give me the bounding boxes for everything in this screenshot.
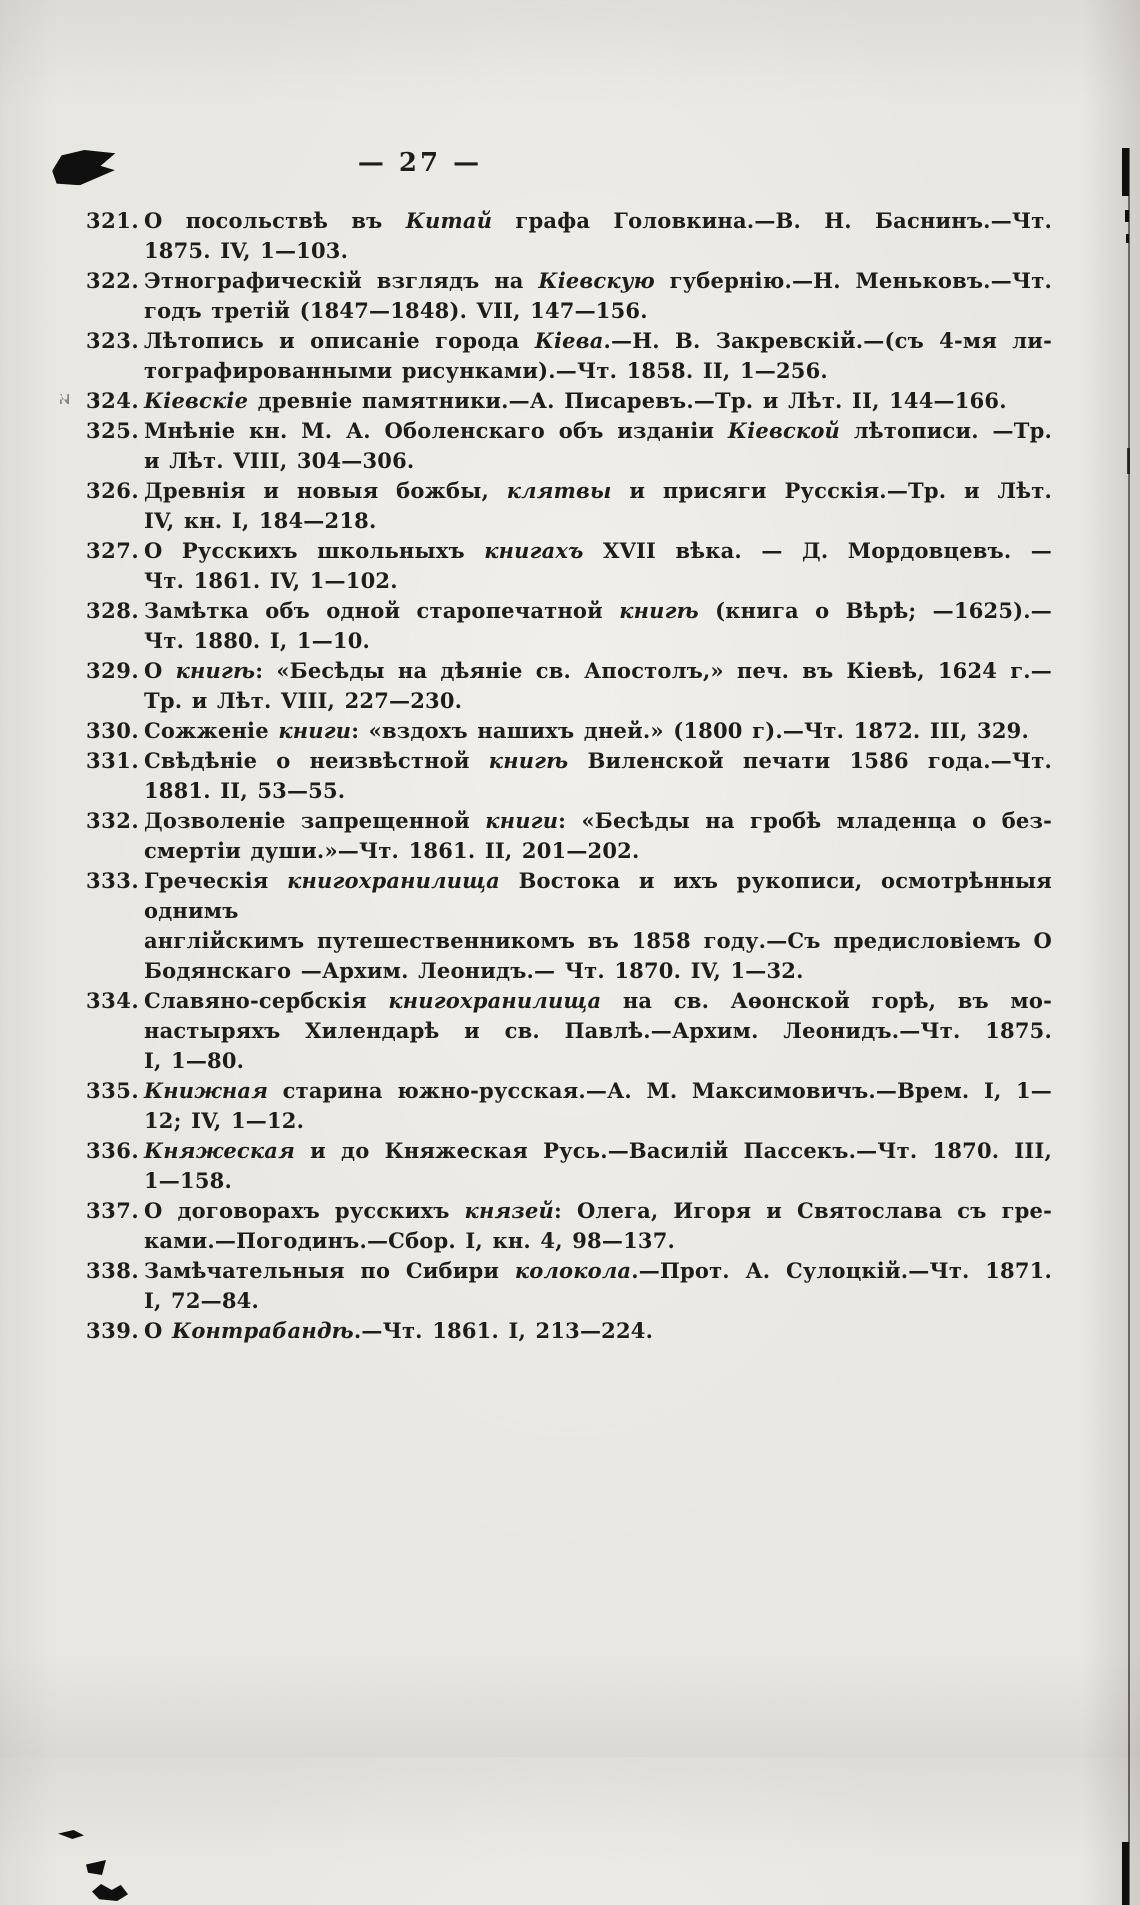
entry-text-segment: и до Княжеская Русь.—Василій Пассекъ.—Чт. 1870. III, (295, 1138, 1052, 1163)
entry-text-segment: Замѣчательныя по Сибири (144, 1258, 515, 1283)
entry-number: 324. (86, 388, 140, 413)
entry-line (144, 1286, 1052, 1316)
entry-text-segment: I, 1—80. (144, 1048, 245, 1073)
entry-line (144, 296, 1052, 326)
entry-text-segment: ками.—Погодинъ.—Сбор. I, кн. 4, 98—137. (144, 1228, 676, 1253)
entry-line (144, 626, 1052, 656)
entry-text-segment: : «Бесѣды на дѣяніе св. Апостолъ,» печ. въ Кіевѣ, 1624 г.— (255, 658, 1052, 683)
keyword-italic: книгохранилища (287, 868, 500, 893)
entry-line (144, 1076, 1052, 1106)
entry-text-segment: 1—158. (144, 1168, 232, 1193)
bibliography-entry (86, 1256, 1052, 1316)
entry-text-segment: Греческія (144, 868, 288, 893)
entry-line (144, 356, 1052, 386)
keyword-italic: Кіевскіе (144, 388, 249, 413)
keyword-italic: колокола (514, 1258, 632, 1283)
entry-text-segment: : «Бесѣды на гробѣ младенца о без- (558, 808, 1052, 833)
bibliography-entry (86, 416, 1052, 476)
keyword-italic: книги (485, 808, 559, 833)
entry-text (144, 476, 1052, 536)
entry-text-segment: Лѣтопись и описаніе города (144, 328, 535, 353)
scan-artifact-bottom-left-mark (58, 1830, 84, 1839)
bibliography-entry (86, 206, 1052, 266)
entry-text-segment: IV, кн. I, 184—218. (144, 508, 377, 533)
entry-text-segment: тографированными рисунками).—Чт. 1858. II, 1—256. (144, 358, 828, 383)
entry-text-segment: 12; IV, 1—12. (144, 1108, 305, 1133)
entry-text-segment: .—Н. В. Закревскій.—(съ 4-мя ли- (603, 328, 1052, 353)
entry-text-segment: старина южно-русская.—А. М. Максимовичъ.—Врем. I, 1— (268, 1078, 1052, 1103)
page-number: — 27 — (357, 148, 483, 178)
entry-line (144, 416, 1052, 446)
entry-text (144, 1076, 1052, 1136)
scanned-page (0, 148, 1140, 1905)
entry-text-segment: Виленской печати 1586 года.—Чт. (568, 748, 1053, 773)
entry-text-segment: Древнія и новыя божбы, (144, 478, 507, 503)
entry-text (144, 266, 1052, 326)
entry-line (144, 926, 1052, 956)
bibliography-entry (86, 716, 1052, 746)
entry-line (144, 986, 1052, 1016)
entry-text-segment: Чт. 1880. I, 1—10. (144, 628, 371, 653)
entry-text-segment: Чт. 1861. IV, 1—102. (144, 568, 398, 593)
entry-text-segment: Мнѣніе кн. М. А. Оболенскаго объ изданіи (144, 418, 728, 443)
entry-line (144, 1046, 1052, 1076)
bibliography-entry (86, 386, 1052, 416)
entry-line (144, 1016, 1052, 1046)
scan-noise-left-margin (96, 394, 99, 405)
entry-text-segment: О договорахъ русскихъ (144, 1198, 465, 1223)
entry-number: 338. (86, 1258, 140, 1283)
entry-text-segment: Востока и ихъ рукописи, осмотрѣнныя однимъ (144, 868, 1053, 923)
entry-text (144, 986, 1052, 1076)
entry-text (144, 806, 1052, 866)
keyword-italic: князей (464, 1198, 554, 1223)
entry-line (144, 1196, 1052, 1226)
entry-text (144, 416, 1052, 476)
entry-line (144, 716, 1052, 746)
entry-text-segment: на св. Аѳонской горѣ, въ мо- (601, 988, 1052, 1013)
bibliography-entry (86, 866, 1052, 986)
entry-text-segment: О (144, 1318, 173, 1343)
entry-text (144, 1196, 1052, 1256)
keyword-italic: книги (278, 718, 352, 743)
scan-artifact-right-edge-line (1128, 148, 1130, 1905)
bibliography-entry (86, 1196, 1052, 1256)
entry-number: 325. (86, 418, 140, 443)
bibliography-entry (86, 1076, 1052, 1136)
entry-line (144, 596, 1052, 626)
entry-text (144, 326, 1052, 386)
keyword-italic: Контрабандѣ (172, 1318, 354, 1343)
entry-number: 334. (86, 988, 140, 1013)
entry-line (144, 446, 1052, 476)
entry-number: 322. (86, 268, 140, 293)
entry-text-segment: О Русскихъ школьныхъ (144, 538, 485, 563)
entry-number: 326. (86, 478, 140, 503)
entry-text-segment: : «вздохъ нашихъ дней.» (1800 г).—Чт. 1872. III, 329. (351, 718, 1029, 743)
keyword-italic: Кіевской (727, 418, 841, 443)
bibliography-entry (86, 1136, 1052, 1196)
entry-line (144, 326, 1052, 356)
entry-line (144, 266, 1052, 296)
entry-text-segment: губернію.—Н. Меньковъ.—Чт. (654, 268, 1052, 293)
entry-text (144, 536, 1052, 596)
entry-text (144, 656, 1052, 716)
entry-number: 336. (86, 1138, 140, 1163)
entry-line (144, 506, 1052, 536)
scan-noise-left-margin (60, 394, 69, 404)
entry-text-segment: Славяно-сербскія (144, 988, 389, 1013)
entry-line (144, 746, 1052, 776)
entry-text-segment: .—Чт. 1861. I, 213—224. (353, 1318, 654, 1343)
entry-line (144, 1256, 1052, 1286)
entry-line (144, 1166, 1052, 1196)
entry-text-segment: графа Головкина.—В. Н. Баснинъ.—Чт. (492, 208, 1052, 233)
entry-text-segment: смертіи души.»—Чт. 1861. II, 201—202. (144, 838, 640, 863)
keyword-italic: Китай (405, 208, 493, 233)
keyword-italic: книгохранилища (388, 988, 602, 1013)
entry-line (144, 536, 1052, 566)
entry-text-segment: : Олега, Игоря и Святослава съ гре- (554, 1198, 1052, 1223)
entry-text-segment: I, 72—84. (144, 1288, 260, 1313)
entry-number: 321. (86, 208, 140, 233)
entry-number: 330. (86, 718, 140, 743)
entry-text (144, 866, 1052, 986)
entry-text-segment: Дозволеніе запрещенной (144, 808, 486, 833)
entry-line (144, 956, 1052, 986)
entry-line (144, 686, 1052, 716)
entry-text-segment: лѣтописи. —Тр. (840, 418, 1052, 443)
entry-number: 323. (86, 328, 140, 353)
entry-text-segment: Сожженіе (144, 718, 279, 743)
keyword-italic: Княжеская (144, 1138, 296, 1163)
entry-text-segment: О (144, 658, 176, 683)
entry-number: 327. (86, 538, 140, 563)
entry-text-segment: 1875. IV, 1—103. (144, 238, 349, 263)
entry-line (144, 776, 1052, 806)
bibliography-entry (86, 746, 1052, 806)
entry-number: 328. (86, 598, 140, 623)
entry-text-segment: годъ третій (1847—1848). VII, 147—156. (144, 298, 648, 323)
entry-line (144, 566, 1052, 596)
entry-text-segment: и Лѣт. VIII, 304—306. (144, 448, 415, 473)
entry-text (144, 386, 1052, 416)
entry-number: 337. (86, 1198, 140, 1223)
entry-text-segment: Замѣтка объ одной старопечатной (144, 598, 620, 623)
entry-number: 333. (86, 868, 140, 893)
keyword-italic: Кіевскую (538, 268, 655, 293)
entry-line (144, 206, 1052, 236)
keyword-italic: Кіева (534, 328, 604, 353)
keyword-italic: книгѣ (175, 658, 256, 683)
entry-text-segment: и присяги Русскія.—Тр. и Лѣт. (611, 478, 1052, 503)
entry-text-segment: О посольствѣ въ (144, 208, 406, 233)
bibliography-entry (86, 266, 1052, 326)
scan-artifact-bottom-left-mark (86, 1860, 106, 1875)
bibliography-list (86, 206, 1052, 1346)
entry-line (144, 476, 1052, 506)
entry-text (144, 1316, 1052, 1346)
entry-text-segment: (книга о Вѣрѣ; —1625).— (698, 598, 1052, 623)
entry-number: 331. (86, 748, 140, 773)
entry-line (144, 236, 1052, 266)
entry-text (144, 1136, 1052, 1196)
entry-text-segment: Свѣдѣніе о неизвѣстной (144, 748, 489, 773)
entry-text (144, 596, 1052, 656)
entry-text-segment: 1881. II, 53—55. (144, 778, 346, 803)
keyword-italic: клятвы (506, 478, 612, 503)
entry-text-segment: .—Прот. А. Сулоцкій.—Чт. 1871. (631, 1258, 1052, 1283)
entry-text-segment: Этнографическій взглядъ на (144, 268, 539, 293)
scan-artifact-bottom-left-mark (92, 1884, 128, 1901)
entry-text-segment: XVII вѣка. — Д. Мордовцевъ. — (583, 538, 1052, 563)
entry-text (144, 206, 1052, 266)
entry-text-segment: англійскимъ путешественникомъ въ 1858 году.—Съ предисловіемъ О (144, 928, 1052, 953)
bibliography-entry (86, 476, 1052, 536)
entry-text (144, 746, 1052, 806)
bibliography-entry (86, 986, 1052, 1076)
entry-line (144, 656, 1052, 686)
bibliography-entry (86, 806, 1052, 866)
entry-line (144, 1226, 1052, 1256)
entry-text-segment: древніе памятники.—А. Писаревъ.—Тр. и Лѣт. II, 144—166. (248, 388, 1007, 413)
entry-text-segment: Бодянскаго —Архим. Леонидъ.— Чт. 1870. IV, 1—32. (144, 958, 804, 983)
bibliography-entry (86, 596, 1052, 656)
bibliography-entry (86, 1316, 1052, 1346)
entry-text (144, 716, 1052, 746)
entry-number: 329. (86, 658, 140, 683)
entry-line (144, 1106, 1052, 1136)
entry-text (144, 1256, 1052, 1316)
keyword-italic: книгѣ (619, 598, 699, 623)
keyword-italic: Книжная (144, 1078, 269, 1103)
entry-text-segment: настыряхъ Хилендарѣ и св. Павлѣ.—Архим. Леонидъ.—Чт. 1875. (144, 1018, 1052, 1043)
entry-line (144, 836, 1052, 866)
entry-line (144, 1136, 1052, 1166)
entry-number: 339. (86, 1318, 140, 1343)
entry-line (144, 866, 1052, 926)
entry-number: 335. (86, 1078, 140, 1103)
bibliography-entry (86, 536, 1052, 596)
bibliography-entry (86, 656, 1052, 716)
entry-number: 332. (86, 808, 140, 833)
entry-line (144, 1316, 1052, 1346)
entry-text-segment: Тр. и Лѣт. VIII, 227—230. (144, 688, 463, 713)
entry-line (144, 806, 1052, 836)
bibliography-entry (86, 326, 1052, 386)
keyword-italic: книгѣ (488, 748, 569, 773)
scan-artifact-right-edge-mark (1127, 448, 1130, 474)
entry-line (144, 386, 1052, 416)
scan-artifact-right-edge-bottom (1122, 1842, 1129, 1905)
keyword-italic: книгахъ (484, 538, 584, 563)
